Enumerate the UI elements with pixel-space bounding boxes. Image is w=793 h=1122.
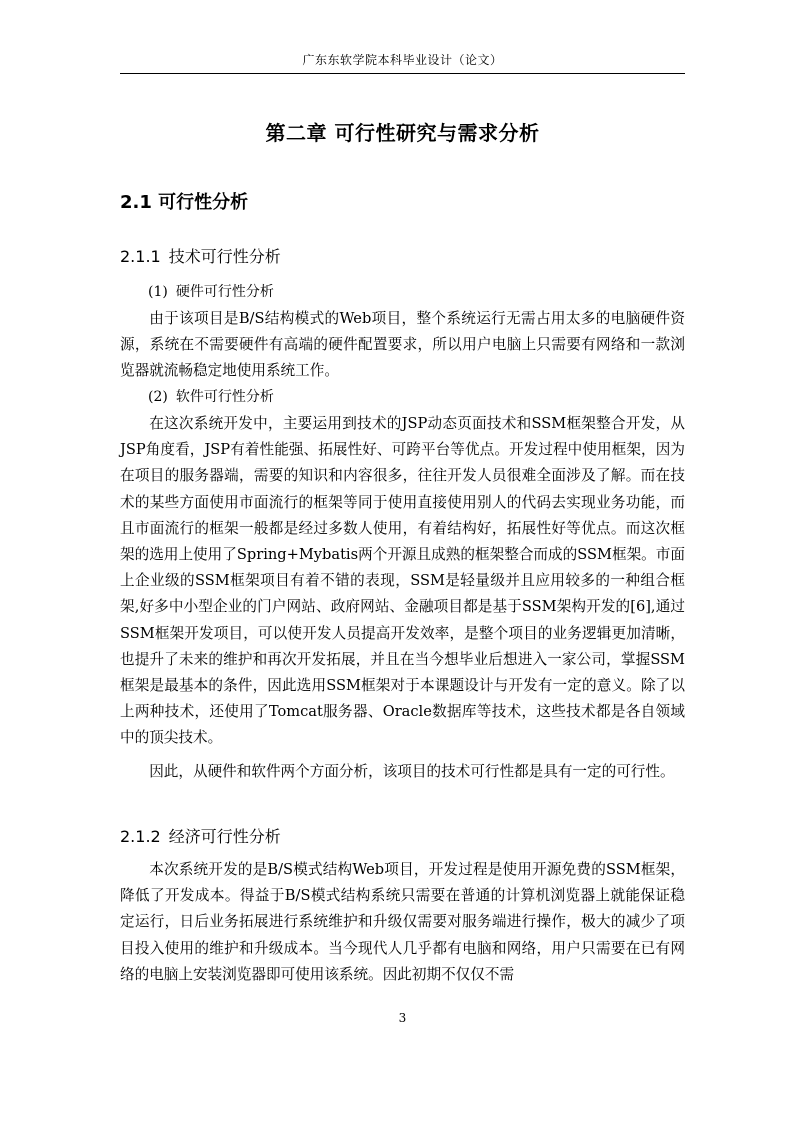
- chapter-title: 第二章 可行性研究与需求分析: [265, 121, 540, 145]
- paragraph-conclusion: 因此，从硬件和软件两个方面分析，该项目的技术可行性都是具有一定的可行性。: [149, 763, 675, 780]
- subsection-number: 2.1.2: [120, 827, 161, 846]
- list-item-hardware: [148, 279, 274, 305]
- subsection-heading-2-1-1: [120, 245, 281, 269]
- list-item-number: (2): [148, 389, 168, 405]
- subsection-heading-2-1-2: [120, 825, 281, 849]
- list-item-title: 软件可行性分析: [175, 389, 274, 405]
- subsection-number: 2.1.1: [120, 247, 161, 266]
- list-item-title: 硬件可行性分析: [175, 284, 274, 300]
- list-item-number: (1): [148, 284, 168, 300]
- page-number: 3: [398, 1011, 407, 1025]
- paragraph-software: 在这次系统开发中，主要运用到技术的JSP动态页面技术和SSM框架整合开发，从JSP角度看，JSP有着性能强、拓展性好、可跨平台等优点。开发过程中使用框架，因为在项目的服务器端，需要的知识和内容很多，往往开发人员很难全面涉及了解。而在技术的某些方面使用市面流行的框架等同于使用直接使用别人的代码去实现业务功能，而且市面流行的框架一般都是经过多数人使用，有着结构好，拓展性好等优点。而这次框架的选用上使用了Spring+Mybatis两个开源且成熟的框架整合而成的SSM框架。市面上企业级的SSM框架项目有着不错的表现，SSM是轻量级并且应用较多的一种组合框架,好多中小型企业的门户网站、政府网站、金融项目都是基于SSM架构开发的[6],通过SSM框架开发项目，可以使开发人员提高开发效率，是整个项目的业务逻辑更加清晰，也提升了未来的维护和再次开发拓展，并且在当今想毕业后想进入一家公司，掌握SSM框架是最基本的条件，因此选用SSM框架对于本课题设计与开发有一定的意义。除了以上两种技术，还使用了Tomcat服务器、Oracle数据库等技术，这些技术都是各自领域中的顶尖技术。: [120, 415, 685, 747]
- subsection-title: 技术可行性分析: [168, 247, 281, 266]
- header-rule: [120, 73, 685, 74]
- section-heading-2-1: 2.1 可行性分析: [120, 192, 249, 213]
- running-header: 广东东软学院本科毕业设计（论文）: [302, 53, 503, 67]
- list-item-software: [148, 384, 274, 410]
- subsection-title: 经济可行性分析: [168, 827, 281, 846]
- paragraph-economic: 本次系统开发的是B/S模式结构Web项目，开发过程是使用开源免费的SSM框架，降低了开发成本。得益于B/S模式结构系统只需要在普通的计算机浏览器上就能保证稳定运行，日后业务拓展进行系统维护和升级仅需要对服务端进行操作，极大的减少了项目投入使用的维护和升级成本。当今现代人几乎都有电脑和网络，用户只需要在已有网络的电脑上安装浏览器即可使用该系统。因此初期不仅仅不需: [120, 861, 685, 983]
- paragraph-hardware: 由于该项目是B/S结构模式的Web项目，整个系统运行无需占用太多的电脑硬件资源，系统在不需要硬件有高端的硬件配置要求，所以用户电脑上只需要有网络和一款浏览器就流畅稳定地使用系统工作。: [120, 310, 685, 380]
